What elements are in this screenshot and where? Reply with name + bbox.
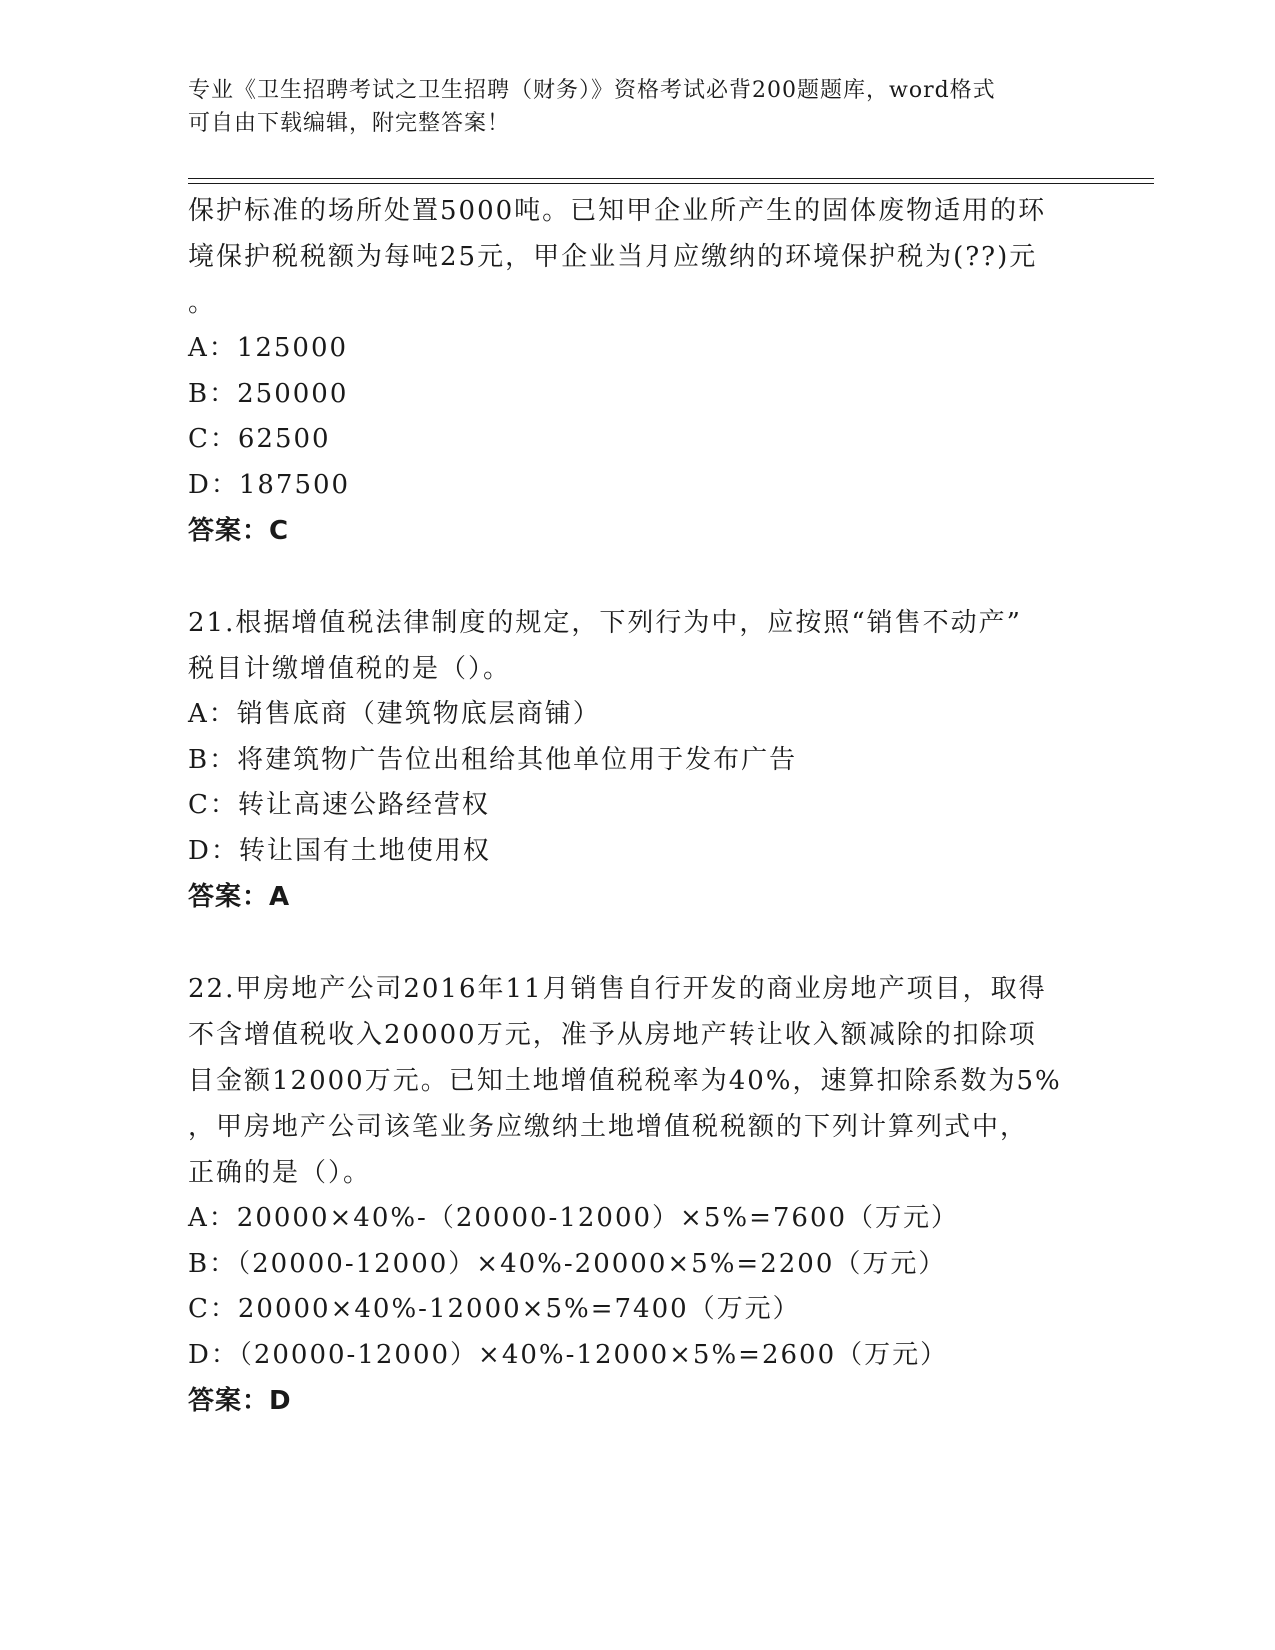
question-text-line: 21.根据增值税法律制度的规定，下列行为中，应按照“销售不动产” <box>188 608 1022 638</box>
option-c: C：转让高速公路经营权 <box>188 790 490 820</box>
option-a: A：销售底商（建筑物底层商铺） <box>188 699 601 729</box>
question-text-line: 22.甲房地产公司2016年11月销售自行开发的商业房地产项目，取得 <box>188 974 1047 1004</box>
option-b: B：（20000-12000）×40%-20000×5%=2200（万元） <box>188 1248 947 1279</box>
header-title-line-1: 专业《卫生招聘考试之卫生招聘（财务）》资格考试必背200题题库，word格式 <box>188 78 996 103</box>
option-d: D：转让国有土地使用权 <box>188 835 491 866</box>
question-text-line: 保护标准的场所处置5000吨。已知甲企业所产生的固体废物适用的环 <box>188 196 1047 226</box>
spacer <box>188 554 1088 600</box>
option-d: D：（20000-12000）×40%-12000×5%=2600（万元） <box>188 1339 949 1370</box>
option-d: D：187500 <box>188 469 351 500</box>
header-divider-top <box>188 178 1154 179</box>
question-text-line: 税目计缴增值税的是（）。 <box>188 654 512 684</box>
question-text-line: ，甲房地产公司该笔业务应缴纳土地增值税税额的下列计算列式中， <box>188 1112 1029 1142</box>
question-text-line: 。 <box>188 288 217 318</box>
question-text-line: 目金额12000万元。已知土地增值税税率为40%，速算扣除系数为5% <box>188 1066 1062 1096</box>
option-a: A：20000×40%-（20000-12000）×5%=7600（万元） <box>188 1203 960 1233</box>
option-b: B：250000 <box>188 378 349 409</box>
question-22 <box>188 966 1088 1424</box>
question-20 <box>188 188 1088 554</box>
answer-label: 答案：A <box>188 882 291 912</box>
option-c: C：20000×40%-12000×5%=7400（万元） <box>188 1294 801 1324</box>
option-c: C：62500 <box>188 424 331 454</box>
header-title-line-2: 可自由下载编辑，附完整答案！ <box>188 111 511 136</box>
option-a: A：125000 <box>188 333 349 363</box>
spacer <box>188 920 1088 966</box>
option-b: B：将建筑物广告位出租给其他单位用于发布广告 <box>188 744 798 775</box>
question-text-line: 正确的是（）。 <box>188 1158 372 1188</box>
header-divider-bottom <box>188 183 1154 184</box>
question-text-line: 不含增值税收入20000万元，准予从房地产转让收入额减除的扣除项 <box>188 1020 1037 1050</box>
answer-label: 答案：D <box>188 1386 292 1416</box>
document-header <box>188 74 1068 140</box>
document-body <box>188 188 1088 1424</box>
question-text-line: 境保护税税额为每吨25元，甲企业当月应缴纳的环境保护税为(??)元 <box>188 242 1038 272</box>
question-21 <box>188 600 1088 920</box>
answer-label: 答案：C <box>188 516 290 546</box>
